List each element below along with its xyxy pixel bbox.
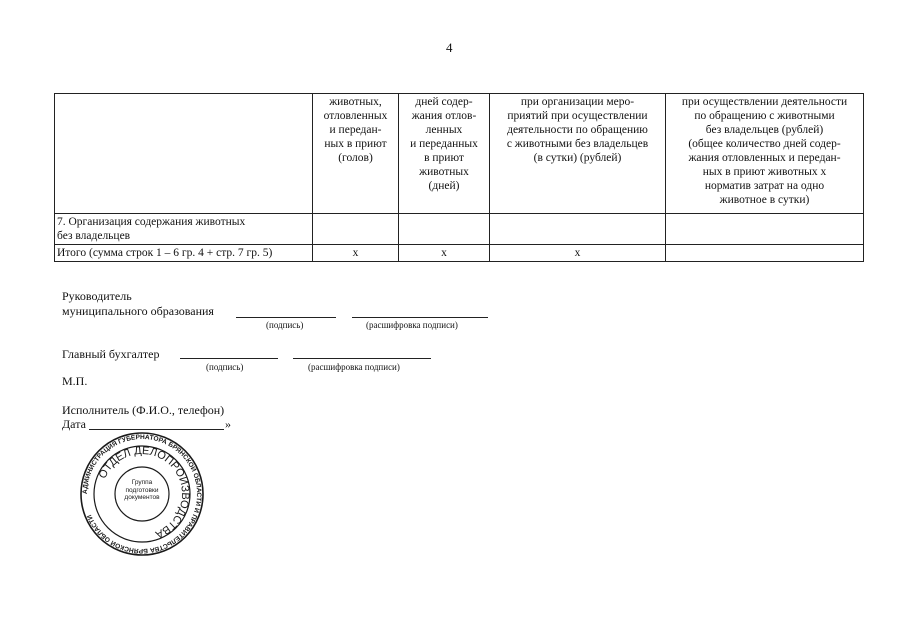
row7-label [55,214,313,245]
total-row [55,245,864,262]
row7-cell-2 [313,214,399,245]
accountant-decode-line [293,358,431,359]
header-line: при организации меро- [520,96,635,108]
header-line: ных в приют животных х [702,166,827,178]
report-table [54,93,864,262]
accountant-title: Главный бухгалтер [62,347,160,361]
total-cell-2: х [313,245,399,262]
total-cell-3: х [399,245,490,262]
header-line: и переданных [410,138,478,150]
header-line: деятельности по обращению [507,124,648,136]
header-cell-2 [313,94,399,214]
row7-cell-3 [399,214,490,245]
header-line: без владельцев (рублей) [705,124,824,136]
header-line: дней содер- [415,96,473,108]
header-line: жания отлов- [411,110,477,122]
header-line: ленных [425,124,463,136]
row7-cell-5 [666,214,864,245]
accountant-sign-caption: (подпись) [206,362,244,372]
header-line: при осуществлении деятельности [681,96,848,108]
header-line: приятий при осуществлении [507,110,648,122]
header-cell-5 [666,94,864,214]
mp-label: М.П. [62,374,88,388]
header-line: (голов) [338,152,373,164]
executor-label: Исполнитель (Ф.И.О., телефон) [62,403,225,417]
date-line [89,429,224,430]
stamp-arc-text: ОТДЕЛ ДЕЛОПРОИЗВОДСТВА [96,444,192,541]
stamp-ring-text: АДМИНИСТРАЦИЯ ГУБЕРНАТОРА БРЯНСКОЙ ОБЛАСТИ И ПРАВИТЕЛЬСТВА БРЯНСКОЙ ОБЛАСТИ [81,433,203,555]
total-cell-4: х [490,245,666,262]
head-decode-caption: (расшифровка подписи) [366,320,458,330]
date-end: » [225,417,231,431]
header-cell-3 [399,94,490,214]
head-title-line1: Руководитель [62,289,132,303]
head-title-line2: муниципального образования [62,304,214,318]
header-line: в приют [424,152,464,164]
header-line: отловленных [323,110,388,122]
header-line: по обращению с животными [694,110,835,122]
date-label: Дата [62,417,86,431]
header-line: (общее количество дней содер- [688,138,841,150]
header-line: (в сутки) (рублей) [533,152,622,164]
header-line: животных [419,166,469,178]
header-line: ных в приют [324,138,387,150]
office-stamp [80,432,204,556]
header-line: животных, [329,96,382,108]
page-number: 4 [446,40,453,55]
total-cell-5 [666,245,864,262]
accountant-decode-caption: (расшифровка подписи) [308,362,400,372]
header-line: (дней) [428,180,460,192]
row7-cell-4 [490,214,666,245]
header-line: с животными без владельцев [506,138,649,150]
head-decode-line [352,317,488,318]
header-line: норматив затрат на одно [704,180,825,192]
header-line: жания отловленных и передан- [688,152,841,164]
head-sign-caption: (подпись) [266,320,304,330]
accountant-signature-line [180,358,278,359]
header-cell-1 [55,94,313,214]
table-row [55,214,864,245]
head-signature-line [236,317,336,318]
header-line: животное в сутки) [719,194,810,206]
row7-label-line2: без владельцев [57,230,131,242]
header-line: и передан- [329,124,382,136]
stamp-center-text: Группа подготовки документов [124,479,160,501]
header-cell-4 [490,94,666,214]
table-header-row [55,94,864,214]
row7-label-line1: 7. Организация содержания животных [57,216,246,228]
total-label: Итого (сумма строк 1 – 6 гр. 4 + стр. 7 гр. 5) [55,245,313,262]
